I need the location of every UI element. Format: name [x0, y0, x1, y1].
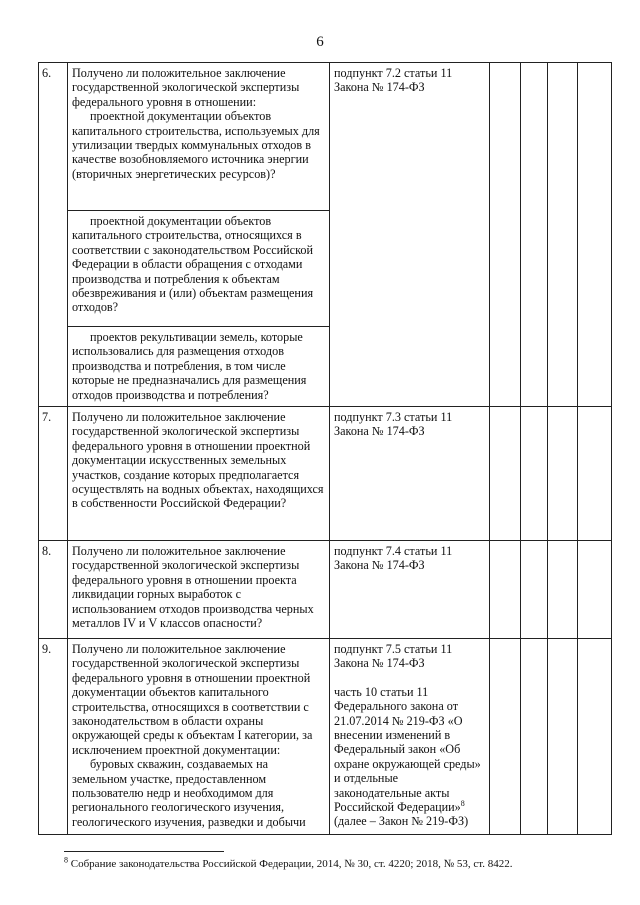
- question-cell: [68, 639, 330, 835]
- legal-basis-text: подпункт 7.4 статьи 11 Закона № 174-ФЗ: [334, 544, 453, 573]
- sub-item-text: буровых скважин, создаваемых на земельном участке, предоставленном пользователю недр и необходимом для регионального геологического изучения, геологического изучения, разведки и добычи: [72, 757, 306, 829]
- answer-cell-yes: [490, 639, 521, 835]
- answer-cell-note: [578, 407, 612, 541]
- table-row-9: [39, 639, 612, 835]
- legal-basis-text: подпункт 7.5 статьи 11 Закона № 174-ФЗ: [334, 642, 453, 671]
- sub-item-text: проектной документации объектов капитального строительства, используемых для утилизации твердых коммунальных отходов в качестве возобновляемого источника энергии (вторичных энергетических ресурсов)?: [72, 109, 320, 181]
- legal-basis-text: подпункт 7.3 статьи 11 Закона № 174-ФЗ: [334, 410, 453, 439]
- legal-basis-cell: [330, 639, 490, 835]
- footnote-mark: 8: [64, 855, 68, 865]
- legal-basis-cell: [330, 541, 490, 639]
- question-cell: [68, 211, 330, 327]
- answer-cell-na: [548, 639, 578, 835]
- sub-item-text: проектов рекультивации земель, которые использовались для размещения отходов производства и потребления, в том числе которые не предназначались для размещения отходов производства и потребления?: [72, 330, 307, 402]
- answer-cell-na: [548, 541, 578, 639]
- answer-cell-note: [578, 639, 612, 835]
- footnote-text: Собрание законодательства Российской Федерации, 2014, № 30, ст. 4220; 2018, № 53, ст. 8422.: [70, 858, 513, 870]
- answer-cell-no: [521, 639, 548, 835]
- row-number: 7.: [39, 407, 68, 541]
- footnote: [64, 855, 624, 870]
- page-number: 6: [316, 34, 324, 50]
- question-cell: [68, 327, 330, 407]
- table-row-8: [39, 541, 612, 639]
- question-text: Получено ли положительное заключение государственной экологической экспертизы федерального уровня в отношении проектной документации искусственных земельных участков, создание которых предполагается осуществлять на водных объектах, находящихся в собственности Российской Федерации?: [72, 410, 324, 511]
- question-cell: [68, 541, 330, 639]
- legal-basis-cell: [330, 407, 490, 541]
- sub-item-text: проектной документации объектов капитального строительства, относящихся в соответствии с законодательством Российской Федерации в области обращения с отходами производства и потребления к объектам обезвреживания и (или) объектам размещения отходов?: [72, 214, 314, 315]
- answer-cell-no: [521, 407, 548, 541]
- legal-basis-cell: [330, 63, 490, 407]
- footnote-reference: 8: [460, 799, 465, 808]
- answer-cell-no: [521, 541, 548, 639]
- question-text: Получено ли положительное заключение государственной экологической экспертизы федерального уровня в отношении проекта ликвидации горных выработок с использованием отходов производства черных металлов IV и V классов опасности?: [72, 544, 314, 631]
- question-cell: [68, 407, 330, 541]
- question-cell: [68, 63, 330, 211]
- answer-cell-yes: [490, 407, 521, 541]
- row-number: 6.: [39, 63, 68, 407]
- table-row-6: [39, 63, 612, 211]
- footnote-divider: [64, 851, 224, 852]
- table-row-7: [39, 407, 612, 541]
- answer-cell-yes: [490, 63, 521, 407]
- question-text: Получено ли положительное заключение государственной экологической экспертизы федерального уровня в отношении проектной документации объектов капитального строительства, относящихся в соответствии с законодательством в области охраны окружающей среды к объектам I категории, за исключением проектной документации:: [72, 642, 313, 757]
- legal-basis-text: подпункт 7.2 статьи 11 Закона № 174-ФЗ: [334, 66, 453, 95]
- answer-cell-note: [578, 63, 612, 407]
- row-number: 9.: [39, 639, 68, 835]
- checklist-table: [38, 62, 612, 835]
- row-number: 8.: [39, 541, 68, 639]
- answer-cell-no: [521, 63, 548, 407]
- answer-cell-na: [548, 63, 578, 407]
- question-text: Получено ли положительное заключение государственной экологической экспертизы федерального уровня в отношении:: [72, 66, 300, 109]
- legal-basis-text: часть 10 статьи 11 Федерального закона от 21.07.2014 № 219-ФЗ «О внесении изменений в Федеральный закон «Об охране окружающей среды» и отдельные законодательные акты Российской Федерации»: [334, 684, 481, 815]
- legal-basis-tail: (далее – Закон № 219-ФЗ): [334, 814, 469, 829]
- answer-cell-note: [578, 541, 612, 639]
- legal-basis-text: [334, 685, 486, 829]
- answer-cell-na: [548, 407, 578, 541]
- answer-cell-yes: [490, 541, 521, 639]
